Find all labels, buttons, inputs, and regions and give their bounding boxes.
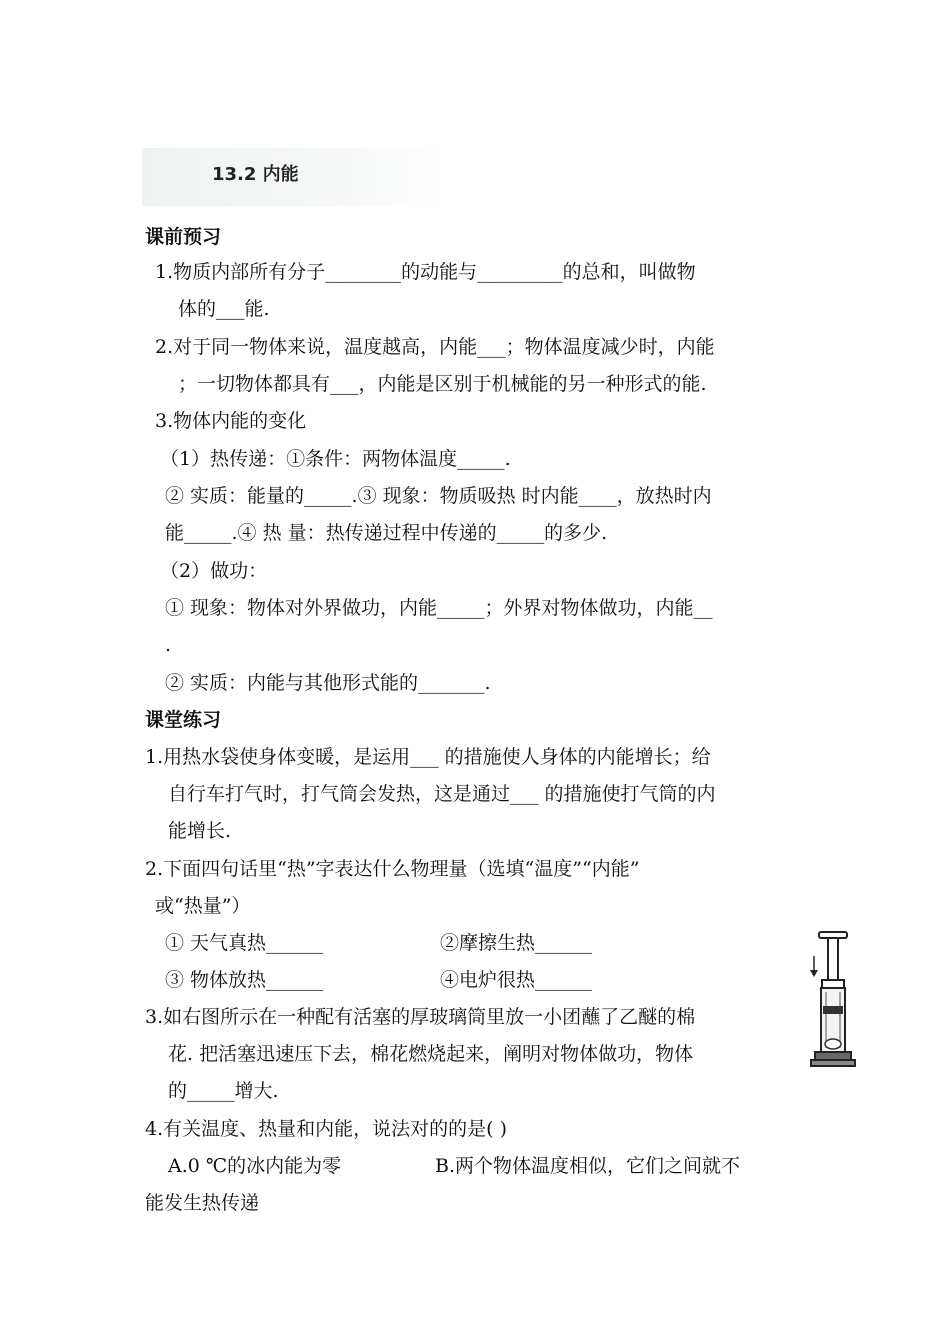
preview-item-3-work-phenomenon-end: . (165, 634, 172, 656)
practice-q1-line-2: 自行车打气时，打气筒会发热，这是通过___ 的措施使打气筒的内 (168, 783, 716, 805)
practice-q2-line-1: 2.下面四句话里“热”字表达什么物理量（选填“温度”“内能” (145, 858, 640, 880)
practice-q3-line-3: 的_____增大. (168, 1080, 279, 1102)
practice-q2-option-2: ②摩擦生热______ (440, 932, 593, 954)
practice-q2-option-4: ④电炉很热______ (440, 969, 593, 991)
practice-q4-option-a: A.0 ℃的冰内能为零 (168, 1155, 342, 1177)
practice-q4-option-b-cont: 能发生热传递 (145, 1192, 260, 1214)
page-title: 13.2 内能 (212, 164, 299, 185)
preview-item-1-line-1: 1.物质内部所有分子________的动能与_________的总和，叫做物 (155, 261, 696, 283)
preview-item-3-work: （2）做功： (160, 560, 268, 582)
preview-item-2-line-2: ；一切物体都具有___，内能是区别于机械能的另一种形式的能. (178, 373, 707, 395)
practice-q1-line-1: 1.用热水袋使身体变暖，是运用___ 的措施使人身体的内能增长；给 (145, 746, 711, 768)
title-banner (142, 148, 448, 206)
piston-cylinder-icon (806, 930, 860, 1072)
practice-q3-line-2: 花. 把活塞迅速压下去，棉花燃烧起来，阐明对物体做功，物体 (168, 1043, 694, 1065)
practice-q2-option-1: ① 天气真热______ (165, 932, 324, 954)
practice-q4-option-b: B.两个物体温度相似，它们之间就不 (435, 1155, 741, 1177)
preview-item-3-work-phenomenon: ① 现象：物体对外界做功，内能_____；外界对物体做功，内能__ (165, 597, 713, 619)
section-heading-practice: 课堂练习 (145, 709, 222, 731)
practice-q4: 4.有关温度、热量和内能，说法对的的是( ) (145, 1118, 507, 1140)
preview-item-1-line-2: 体的___能. (178, 298, 270, 320)
preview-item-3: 3.物体内能的变化 (155, 410, 307, 432)
section-heading-preview: 课前预习 (145, 226, 222, 248)
preview-item-3-heat-amount: 能_____.④ 热 量：热传递过程中传递的_____的多少. (165, 522, 608, 544)
practice-q3-line-1: 3.如右图所示在一种配有活塞的厚玻璃筒里放一小团蘸了乙醚的棉 (145, 1006, 696, 1028)
preview-item-3-work-essence: ② 实质：内能与其他形式能的_______. (165, 672, 491, 694)
practice-q2-option-3: ③ 物体放热______ (165, 969, 324, 991)
practice-q2-line-2: 或“热量”） (155, 895, 251, 917)
practice-q1-line-3: 能增长. (168, 820, 232, 842)
preview-item-3-essence: ② 实质：能量的_____.③ 现象：物质吸热 时内能____，放热时内 (165, 485, 712, 507)
preview-item-3-heat-transfer: （1）热传递：①条件：两物体温度_____. (160, 448, 511, 470)
preview-item-2-line-1: 2.对于同一物体来说，温度越高，内能___；物体温度减少时，内能 (155, 336, 715, 358)
